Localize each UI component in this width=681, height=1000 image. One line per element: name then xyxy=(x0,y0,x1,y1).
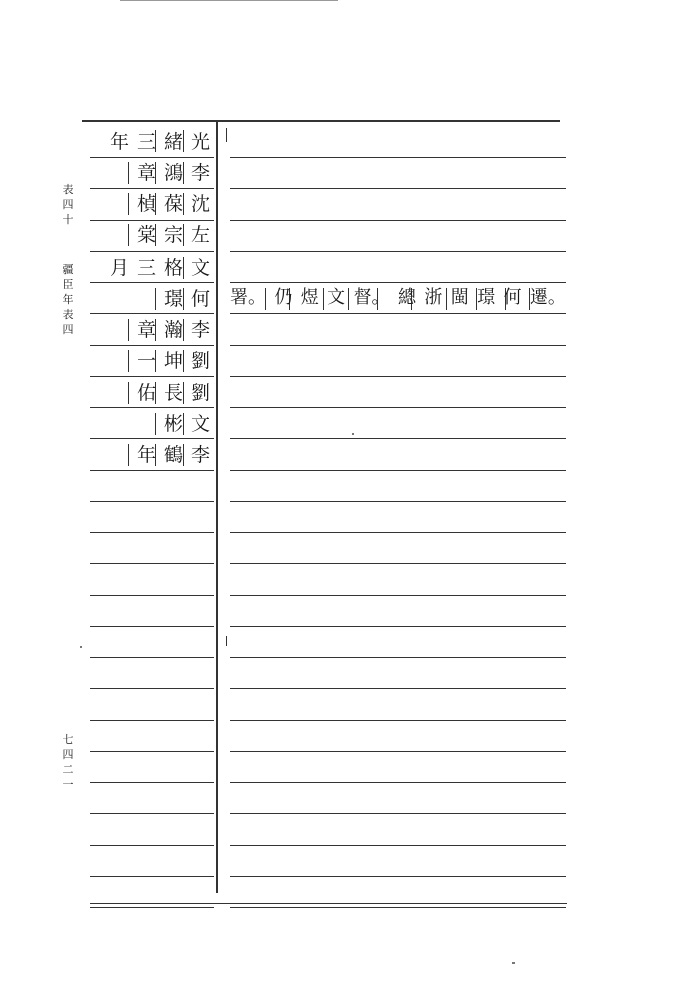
right-row-rule xyxy=(230,626,566,627)
name-char: 楨 xyxy=(136,193,156,215)
table-top-rule xyxy=(82,120,560,122)
remark-char: 督。 xyxy=(353,287,390,308)
name-char: 年 xyxy=(136,444,156,466)
margin-char: 表 xyxy=(62,308,74,321)
right-row-rule xyxy=(230,470,566,471)
right-row-rule xyxy=(230,688,566,689)
name-char: 劉 xyxy=(190,382,210,404)
right-row-rule xyxy=(230,251,566,252)
right-row-rule xyxy=(230,813,566,814)
right-row-rule xyxy=(230,407,566,408)
scan-edge-line xyxy=(120,0,338,1)
margin-char: 表 xyxy=(62,183,74,196)
margin-char: 七 xyxy=(62,733,74,746)
margin-char: 四 xyxy=(62,198,74,211)
name-char: 文 xyxy=(190,257,210,279)
name-char: 鶴 xyxy=(163,444,183,466)
left-row-rule xyxy=(90,626,214,627)
right-row-rule xyxy=(230,501,566,502)
name-char: 佑 xyxy=(136,382,156,404)
name-char: 宗 xyxy=(163,224,183,246)
name-cell xyxy=(88,440,214,470)
right-row-rule xyxy=(230,532,566,533)
name-char: 章 xyxy=(136,162,156,184)
column-tick-mark xyxy=(226,128,227,142)
margin-char: 四 xyxy=(62,748,74,761)
remark-entry xyxy=(230,283,566,313)
margin-char: 四 xyxy=(62,323,74,336)
name-cell xyxy=(88,253,214,283)
scan-speck xyxy=(80,646,82,648)
remark-char: 璟 xyxy=(477,287,496,308)
name-cell xyxy=(88,378,214,408)
right-row-rule xyxy=(230,313,566,314)
name-cell xyxy=(88,284,214,314)
remark-char: 文 xyxy=(327,287,346,308)
section-title xyxy=(60,262,76,337)
left-row-rule xyxy=(90,376,214,377)
name-char: 李 xyxy=(190,444,210,466)
name-char: 何 xyxy=(190,288,210,310)
left-row-rule xyxy=(90,876,214,877)
remark-char: 遷。 xyxy=(529,287,566,308)
name-char: 鴻 xyxy=(163,162,183,184)
left-row-rule xyxy=(90,813,214,814)
remark-char: 署。 xyxy=(230,287,266,308)
left-row-rule xyxy=(90,595,214,596)
margin-char: 一 xyxy=(62,778,74,791)
right-row-rule xyxy=(230,720,566,721)
right-row-rule xyxy=(230,595,566,596)
left-row-rule xyxy=(90,532,214,533)
remark-char: 仍 xyxy=(274,287,293,308)
table-bottom-rule xyxy=(90,903,567,904)
scan-speck xyxy=(512,962,515,964)
name-cell xyxy=(88,409,214,439)
scan-speck xyxy=(352,433,354,435)
margin-char: 十 xyxy=(62,213,74,226)
name-char: 彬 xyxy=(163,413,183,435)
right-row-rule xyxy=(230,345,566,346)
left-row-rule xyxy=(90,720,214,721)
name-char: 李 xyxy=(190,319,210,341)
table-label xyxy=(60,182,76,227)
left-row-rule xyxy=(90,563,214,564)
name-char: 坤 xyxy=(163,350,183,372)
left-row-rule xyxy=(90,782,214,783)
remark-char: 總 xyxy=(397,287,416,308)
name-char: 瀚 xyxy=(163,319,183,341)
name-char: 棠 xyxy=(136,224,156,246)
remark-char: 閩 xyxy=(450,287,469,308)
name-char: 三 xyxy=(136,131,156,153)
left-row-rule xyxy=(90,751,214,752)
remark-char: 煜 xyxy=(300,287,319,308)
name-char: 緒 xyxy=(163,131,183,153)
name-cell xyxy=(88,346,214,376)
right-row-rule xyxy=(230,845,566,846)
right-row-rule xyxy=(230,438,566,439)
right-row-rule xyxy=(230,657,566,658)
name-char: 年 xyxy=(109,131,129,153)
margin-char: 疆 xyxy=(62,263,74,276)
left-row-rule xyxy=(90,501,214,502)
table-column-divider xyxy=(216,121,218,893)
name-cell xyxy=(88,315,214,345)
name-char: 李 xyxy=(190,162,210,184)
right-row-rule xyxy=(230,563,566,564)
name-cell xyxy=(88,189,214,219)
left-row-rule xyxy=(90,845,214,846)
name-char: 月 xyxy=(109,257,129,279)
left-row-rule xyxy=(90,907,214,908)
name-cell xyxy=(88,127,214,157)
name-cell xyxy=(88,220,214,250)
remark-char: 浙 xyxy=(424,287,443,308)
right-row-rule xyxy=(230,376,566,377)
left-row-rule xyxy=(90,251,214,252)
name-char: 葆 xyxy=(163,193,183,215)
margin-char: 臣 xyxy=(62,278,74,291)
name-char: 三 xyxy=(136,257,156,279)
name-cell xyxy=(88,158,214,188)
margin-char: 二 xyxy=(62,763,74,776)
name-char: 光 xyxy=(190,131,210,153)
left-row-rule xyxy=(90,657,214,658)
margin-char: 年 xyxy=(62,293,74,306)
name-char: 長 xyxy=(163,382,183,404)
left-row-rule xyxy=(90,688,214,689)
name-char: 文 xyxy=(190,413,210,435)
right-row-rule xyxy=(230,876,566,877)
right-row-rule xyxy=(230,188,566,189)
right-row-rule xyxy=(230,751,566,752)
name-char: 沈 xyxy=(190,193,210,215)
name-char: 璟 xyxy=(163,288,183,310)
right-row-rule xyxy=(230,782,566,783)
page-number xyxy=(60,732,76,792)
name-char: 一 xyxy=(136,350,156,372)
remark-char: 何 xyxy=(503,287,522,308)
right-row-rule xyxy=(230,157,566,158)
right-row-rule xyxy=(230,907,566,908)
right-row-rule xyxy=(230,220,566,221)
name-char: 劉 xyxy=(190,350,210,372)
name-char: 章 xyxy=(136,319,156,341)
name-char: 左 xyxy=(190,224,210,246)
column-tick-mark xyxy=(226,636,227,646)
name-char: 格 xyxy=(163,257,183,279)
left-row-rule xyxy=(90,470,214,471)
